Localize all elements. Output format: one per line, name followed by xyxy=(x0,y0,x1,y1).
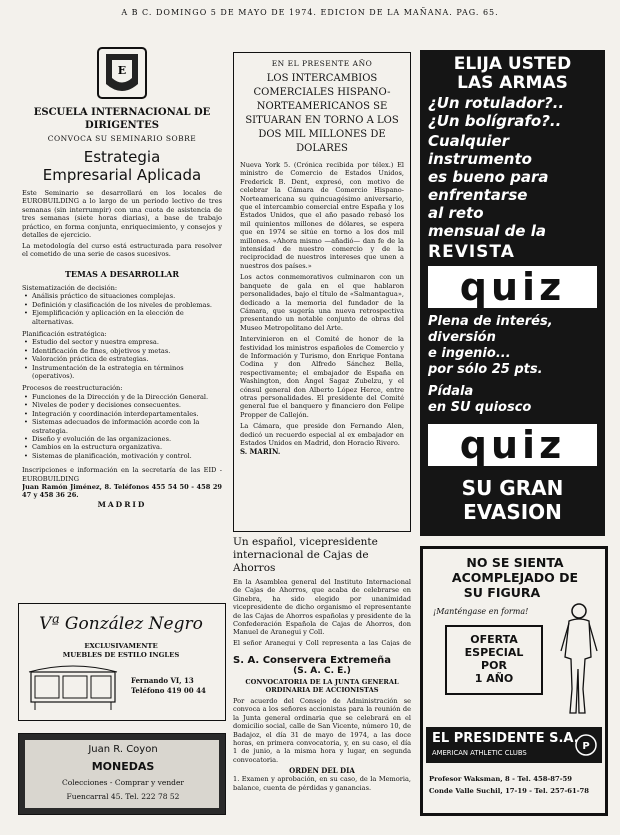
article-cajas xyxy=(233,536,411,646)
quiz-line-18: SU GRAN xyxy=(461,476,564,500)
quiz-line-10: mensual de la xyxy=(428,222,546,240)
notice-body: Por acuerdo del Consejo de Administración se convoca a los señores accionistas para la reunión de la Junta general ordinaria que se celebrará en el domicilio social, calle de San Vicente, número 10, de Badajoz, el día 31 de mayo de 1974, a las doce horas, en primera convocatoria, y, en su caso, el día 1 de junio, a la misma hora y lugar, en segunda convocatoria. xyxy=(233,697,411,764)
company-name: S. A. Conservera Extremeña xyxy=(233,655,391,666)
list-item: • Diseño y evolución de las organizaciones. xyxy=(32,435,222,443)
article-kicker: EN EL PRESENTE AÑO xyxy=(271,59,373,68)
page-header: A B C. DOMINGO 5 DE MAYO DE 1974. EDICION DE LA MAÑANA. PAG. 65. xyxy=(121,8,499,17)
section-2-title: Planificación estratégica: xyxy=(22,330,107,339)
svg-text:E: E xyxy=(117,64,127,77)
quiz-line-3: ¿Un rotulador?.. xyxy=(428,94,565,112)
list-item: • Sistemas de planificación, motivación y control. xyxy=(32,452,222,460)
quiz-line-12: Plena de interés, xyxy=(428,314,553,329)
quiz-line-9: al reto xyxy=(428,204,484,222)
coyon-line-3: Fuencarral 45. Tel. 222 78 52 xyxy=(66,792,180,801)
gonzalez-phone: Teléfono 419 00 44 xyxy=(131,686,206,695)
quiz-line-15: por sólo 25 pts. xyxy=(428,362,543,377)
presidente-line-4: ¡Manténgase en forma! xyxy=(433,607,529,616)
list-item: • Sistemas adecuados de información acorde con la estrategia. xyxy=(32,418,222,435)
brand-bar xyxy=(426,727,602,763)
orden-title: ORDEN DEL DIA xyxy=(289,766,355,776)
athlete-illustration xyxy=(555,599,603,719)
ad-escuela xyxy=(22,44,222,584)
list-item: • Niveles de poder y decisiones consecuentes. xyxy=(32,401,222,409)
quiz-line-8: enfrentarse xyxy=(428,186,528,204)
seminar-title-2: Empresarial Aplicada xyxy=(42,166,202,184)
list-item: • Valoración práctica de estrategias. xyxy=(32,355,222,363)
section-1-title: Sistematización de decisión: xyxy=(22,284,118,292)
list-item: • Integración y coordinación interdepartamentales. xyxy=(32,410,222,418)
orden-item: 1. Examen y aprobación, en su caso, de la Memoria, balance, cuenta de pérdidas y ganancias. xyxy=(233,775,411,792)
article-paragraph: Intervinieron en el Comité de honor de la festividad los ministros españoles de Comercio y de Información y Turismo, don Enrique Fontana Codina y don Alfredo Sánchez Bella, respectivamente; el embajador de España en Washington, don Ángel Sagaz Zubelzu, y el cónsul general don Alberto López Herce, entre otras personalidades. El presidente del Comité general fue el banquero y financiero don Felipe Propper de Callejón. xyxy=(240,335,404,419)
offer-line-1: OFERTA xyxy=(470,633,518,646)
gonzalez-line-1: EXCLUSIVAMENTE xyxy=(84,642,158,650)
gonzalez-line-2: MUEBLES DE ESTILO INGLES xyxy=(62,651,180,659)
quiz-line-7: es bueno para xyxy=(428,168,549,186)
inscription-info: Inscripciones e información en la secretaría de las EID - EUROBUILDING xyxy=(22,466,222,483)
brand-club: AMERICAN ATHLETIC CLUBS xyxy=(432,749,527,757)
seminar-method: La metodología del curso está estructurada para resolver el cometido de una serie de casos sucesivos. xyxy=(22,242,222,259)
convocatoria-title: CONVOCATORIA DE LA JUNTA GENERAL ORDINARIA DE ACCIONISTAS xyxy=(245,678,399,694)
quiz-line-17: en SU quiosco xyxy=(428,400,532,415)
article-headline: LOS INTERCAMBIOS COMERCIALES HISPANO-NORTEAMERICANOS SE SITUARAN EN TORNO A LOS DOS MIL MILLONES DE DOLARES xyxy=(245,73,399,154)
ad-quiz xyxy=(420,50,605,536)
list-item: • Estudio del sector y nuestra empresa. xyxy=(32,338,222,346)
ad-coyon xyxy=(18,733,226,815)
article-paragraph: Nueva York 5. (Crónica recibida por télex.) El ministro de Comercio de Estados Unidos, Frederick B. Dent, expresó, con motivo de celebrar la Cámara de Comercio Hispano-Norteamericana su quincuagésimo aniversario, que el intercambio comercial entre España y los Estados Unidos, que el año pasado rebasó los mil quinientos millones de dólares, se espera que en 1974 se sitúe en torno a los dos mil millones. «Ahora mismo —añadió— dan fe de la intensidad de nuestro comercio y de la reciprocidad de nuestros intereses que unen a nuestros dos países.» xyxy=(240,161,404,270)
school-contact: Juan Ramón Jiménez, 8. Teléfonos 455 54 50 - 458 29 47 y 458 36 26. xyxy=(22,482,222,500)
seminar-title-1: Estrategia xyxy=(83,148,161,166)
list-item: • Identificación de fines, objetivos y metas. xyxy=(32,347,222,355)
coyon-line-1: MONEDAS xyxy=(91,760,155,773)
coyon-name: Juan R. Coyon xyxy=(88,744,158,755)
article-signature: S. MARIN. xyxy=(240,447,281,457)
quiz-line-11: REVISTA xyxy=(428,242,515,262)
article2-body: El señor Aranegui y Coll representa a las Cajas de xyxy=(233,638,411,646)
quiz-line-13: diversión xyxy=(428,330,496,345)
convoca-line: CONVOCA SU SEMINARIO SOBRE xyxy=(47,134,197,143)
section-3-title: Procesos de reestructuración: xyxy=(22,384,123,393)
article-paragraph: La Cámara, que preside don Fernando Alen, dedicó un recuerdo especial al ex embajador en Estados Unidos en Madrid, don Horacio Rivero. xyxy=(240,422,404,447)
quiz-line-16: Pídala xyxy=(428,384,474,399)
list-item: • Cambios en la estructura organizativa. xyxy=(32,443,222,451)
offer-box xyxy=(445,625,543,695)
list-item: • Instrumentación de la estrategia en términos (operativos). xyxy=(32,364,222,381)
article-intercambios xyxy=(233,52,411,532)
school-emblem xyxy=(92,44,152,102)
quiz-line-1: ELIJA USTED xyxy=(453,54,572,74)
quiz-line-14: e ingenio... xyxy=(428,346,511,361)
article2-body: En la Asamblea general del Instituto Internacional de Cajas de Ahorros, que acaba de celebrarse en Ginebra, ha sido elegido por unanimidad vicepresidente de dicho organismo el representante de las Cajas de Ahorros españolas y presidente de la Confederación Española de Cajas de Ahorros, don Manuel de Aranegui y Coll. xyxy=(233,578,411,637)
company-abbr: (S. A. C. E.) xyxy=(293,666,351,676)
quiz-line-5: Cualquier xyxy=(428,132,510,150)
svg-text:P: P xyxy=(582,741,590,752)
ad-el-presidente xyxy=(420,546,608,816)
presidente-address-2: Conde Valle Suchil, 17-19 - Tel. 257-61-78 xyxy=(429,787,590,795)
offer-line-3: POR xyxy=(481,659,507,672)
notice-conservera xyxy=(233,655,411,825)
presidente-address-1: Profesor Waksman, 8 - Tel. 458-87-59 xyxy=(429,775,572,783)
brand-name: EL PRESIDENTE S.A. xyxy=(432,731,579,746)
ad-gonzalez-negro xyxy=(18,603,226,721)
quiz-logo: quiz xyxy=(428,266,597,308)
presidente-line-2: ACOMPLEJADO DE xyxy=(451,570,579,585)
logo-icon xyxy=(574,733,598,757)
presidente-line-3: SU FIGURA xyxy=(463,585,541,600)
list-item: • Ejemplificación y aplicación en la elección de alternativas. xyxy=(32,309,222,326)
list-item: • Funciones de la Dirección y de la Dirección General. xyxy=(32,393,222,401)
quiz-line-19: EVASION xyxy=(463,500,562,524)
school-city: MADRID xyxy=(97,499,147,509)
offer-line-2: ESPECIAL xyxy=(464,646,524,659)
seminar-intro: Este Seminario se desarrollará en los locales de EUROBUILDING a lo largo de un periodo lectivo de tres semanas (sin interrumpir) con una cuota de asistencia de tres semanas (siete horas diarias), a base de trabajo práctico, en forma conjunta, enriquecimiento, y consejos y detalles de ejercicio. xyxy=(22,189,222,240)
furniture-illustration xyxy=(27,664,127,714)
quiz-line-2: LAS ARMAS xyxy=(457,73,568,93)
list-item: • Análisis práctico de situaciones complejas. xyxy=(32,292,222,300)
quiz-line-4: ¿Un bolígrafo?.. xyxy=(428,112,562,130)
gonzalez-name: Vª González Negro xyxy=(39,614,203,634)
presidente-line-1: NO SE SIENTA xyxy=(466,555,564,570)
quiz-logo: quiz xyxy=(428,424,597,466)
quiz-line-6: instrumento xyxy=(428,150,532,168)
school-name: ESCUELA INTERNACIONAL DE DIRIGENTES xyxy=(33,107,211,131)
temas-title: TEMAS A DESARROLLAR xyxy=(64,269,180,279)
gonzalez-address: Fernando VI, 13 xyxy=(131,676,194,685)
coyon-line-2: Colecciones - Comprar y vender xyxy=(62,778,184,787)
article2-headline: Un español, vicepresidente internacional de Cajas de Ahorros xyxy=(233,536,378,574)
article-paragraph: Los actos conmemorativos culminaron con un banquete de gala en el que hablaron personalidades, bajo el título de «Salmantagua», dedicado a la memoria del fundador de la Cámara, que sugería una nueva retrospectiva presentando un notable conjunto de obras del Museo Metropolitano del Arte. xyxy=(240,273,404,332)
list-item: • Definición y clasificación de los niveles de problemas. xyxy=(32,301,222,309)
offer-line-4: 1 AÑO xyxy=(474,672,514,685)
